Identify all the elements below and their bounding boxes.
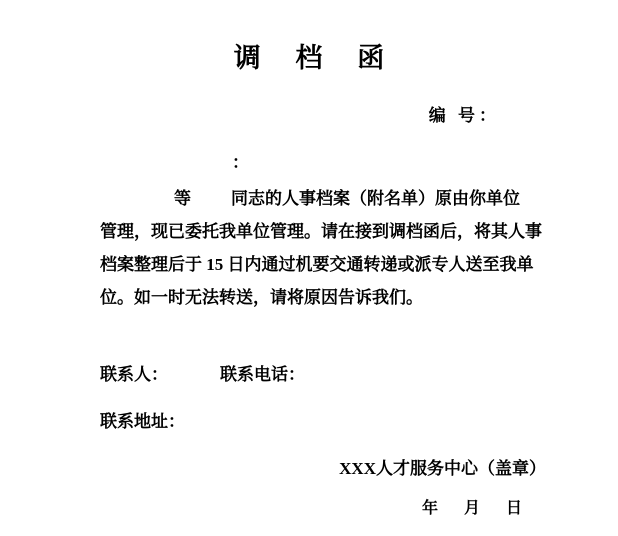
contact-block xyxy=(0,360,618,432)
recipient-marker: ： xyxy=(232,153,249,172)
body-line-1 xyxy=(100,182,580,215)
document-number-label: 编 号： xyxy=(428,106,500,125)
contact-person-label: 联系人： xyxy=(100,365,168,384)
body-line-1-rest: 同志的人事档案（附名单）原由你单位 xyxy=(231,189,520,208)
body-line-3: 档案整理后于 15 日内通过机要交通转递或派专人送至我单 xyxy=(100,255,534,274)
body-line-1-prefix: 等 xyxy=(174,189,191,208)
document-page xyxy=(0,36,618,536)
contact-address-row xyxy=(100,407,618,432)
document-body xyxy=(0,182,618,314)
contact-address-label: 联系地址： xyxy=(100,412,185,431)
page-title: 调 档 函 xyxy=(233,43,399,73)
signature-line: XXX人才服务中心（盖章） xyxy=(339,459,546,478)
contact-phone-label: 联系电话： xyxy=(220,365,305,384)
contact-person-row xyxy=(100,360,618,385)
date-year-label: 年 xyxy=(421,500,438,517)
body-line-4: 位。如一时无法转送，请将原因告诉我们。 xyxy=(100,288,423,307)
date-line xyxy=(0,495,618,518)
date-day-label: 日 xyxy=(505,500,522,517)
body-line-2: 管理，现已委托我单位管理。请在接到调档函后，将其人事 xyxy=(100,222,542,241)
date-month-label: 月 xyxy=(463,500,480,517)
